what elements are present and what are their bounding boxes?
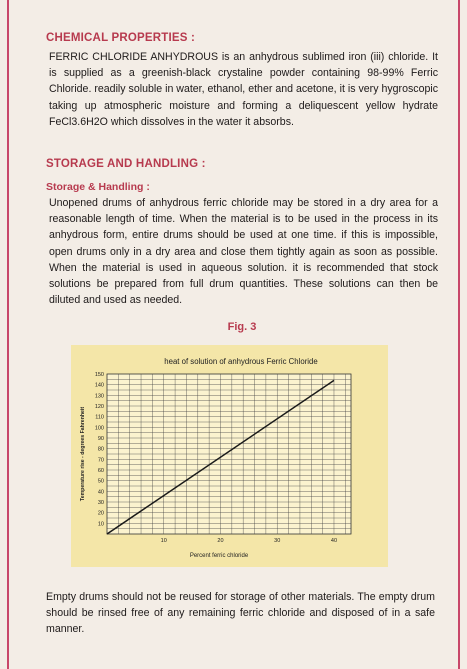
page-border-right: [458, 0, 460, 669]
closing-text: Empty drums should not be reused for storage of other materials. The empty drum should be rinsed free of any remaining ferric chloride and disposed of in a safe manner.: [46, 591, 435, 636]
y-tick-label: 50: [97, 478, 104, 485]
figure-label: Fig. 3: [227, 321, 257, 333]
page-border-left: [7, 0, 9, 669]
storage-text: Unopened drums of anhydrous ferric chloride may be stored in a dry area for a reasonable length of time. When the material is to be used in the process in its anhydrous form, entire drums should be used at one time. if this is impossible, open drums only in a dry area and close them tightly again as soon as possible. When the material is used in aqueous solution. it is recommended that stock solutions be prepared from full drum quantities. These solutions can then be diluted and used as needed.: [49, 197, 438, 307]
chemical-properties-heading: CHEMICAL PROPERTIES :: [46, 32, 196, 44]
x-tick-label: 10: [160, 538, 167, 544]
chemical-properties-text: FERRIC CHLORIDE ANHYDROUS is an anhydrous sublimed iron (iii) chloride. It is supplied as a greenish-black crystaline powder containing 98-99% Ferric Chloride. readily soluble in water, ethanol, ether and acetone, it is very hygroscopic taking up atmospheric moisture and forming a deliquescent yellow hydrate FeCl3.6H2O which dissolves in the water it absorbs.: [49, 51, 438, 128]
y-tick-label: 10: [97, 521, 104, 528]
y-tick-label: 140: [94, 382, 104, 389]
y-tick-label: 80: [97, 446, 104, 453]
x-tick-label: 40: [330, 538, 338, 544]
y-tick-label: 40: [97, 489, 104, 496]
y-axis-label: Temperature rise - degrees Fahrenheit: [80, 406, 86, 502]
storage-subheading: Storage & Handling :: [46, 181, 150, 193]
chart-title: heat of solution of anhydrous Ferric Chloride: [164, 357, 318, 366]
y-tick-label: 70: [97, 457, 104, 464]
y-tick-label: 130: [94, 393, 104, 400]
y-tick-label: 150: [94, 372, 104, 378]
y-tick-label: 60: [97, 468, 104, 474]
y-tick-label: 30: [97, 500, 104, 506]
x-tick-label: 20: [217, 538, 224, 544]
x-axis-label: Percent ferric chloride: [189, 553, 249, 559]
y-tick-label: 120: [94, 404, 104, 410]
y-tick-label: 90: [97, 436, 104, 442]
y-tick-label: 110: [95, 414, 104, 421]
storage-heading: STORAGE AND HANDLING :: [46, 158, 206, 170]
x-tick-label: 30: [274, 538, 281, 544]
chart-svg: [71, 345, 388, 567]
y-tick-label: 100: [94, 425, 104, 432]
y-tick-label: 20: [97, 510, 104, 517]
heat-of-solution-chart: [71, 345, 388, 567]
